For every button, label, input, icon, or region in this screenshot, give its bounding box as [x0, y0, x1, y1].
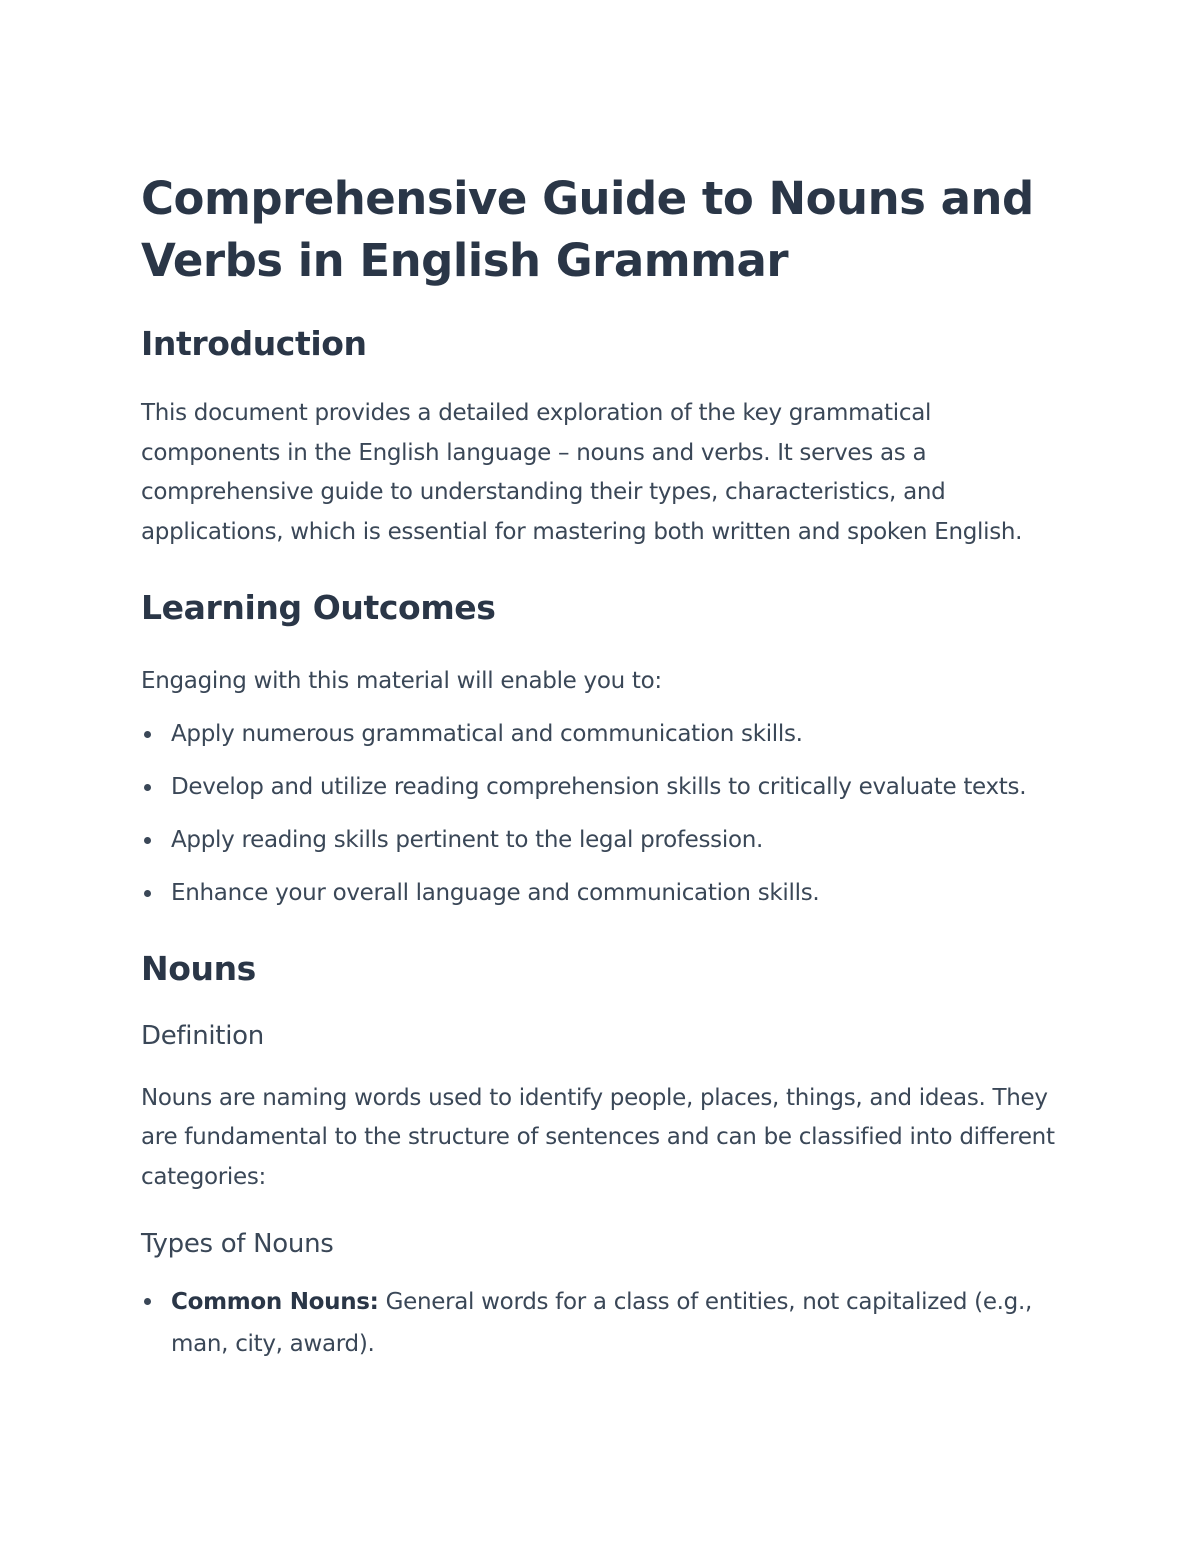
subheading-definition: Definition	[141, 1020, 264, 1051]
list-item: Enhance your overall language and communication skills.	[141, 873, 1071, 913]
document-title: Comprehensive Guide to Nouns and Verbs in English Grammar	[141, 172, 1034, 287]
definition-paragraph: Nouns are naming words used to identify people, places, things, and ideas. They are fundamental to the structure of sentences and can be classified into different categories:	[141, 1084, 1055, 1190]
introduction-paragraph: This document provides a detailed exploration of the key grammatical components in the English language – nouns and verbs. It serves as a comprehensive guide to understanding their types, characteristics, and applications, which is essential for mastering both written and spoken English.	[141, 400, 1023, 545]
list-item: Develop and utilize reading comprehension skills to critically evaluate texts.	[141, 767, 1071, 807]
learning-outcomes-lead: Engaging with this material will enable you to:	[141, 668, 662, 694]
subheading-types-of-nouns: Types of Nouns	[141, 1229, 334, 1259]
types-of-nouns-list	[141, 1281, 1071, 1365]
noun-type-description: General words for a class of entities, not capitalized (e.g., man, city, award).	[171, 1289, 1033, 1357]
list-item	[141, 1281, 1071, 1365]
section-heading-introduction: Introduction	[141, 324, 367, 363]
list-item: Apply reading skills pertinent to the legal profession.	[141, 820, 1071, 860]
document-page	[141, 168, 1071, 1365]
section-heading-nouns: Nouns	[141, 948, 256, 988]
list-item: Apply numerous grammatical and communication skills.	[141, 714, 1071, 754]
section-heading-learning-outcomes: Learning Outcomes	[141, 588, 496, 627]
learning-outcomes-list	[141, 714, 1071, 913]
noun-type-term: Common Nouns:	[171, 1289, 379, 1315]
